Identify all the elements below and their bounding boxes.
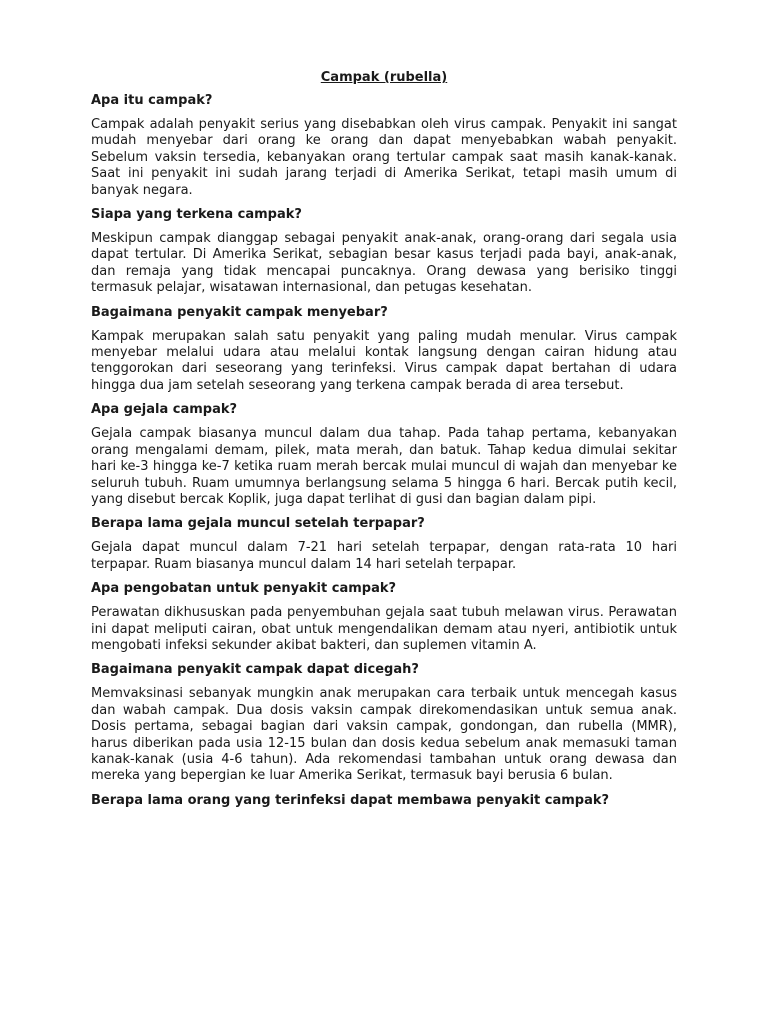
section-paragraph-prevention: Memvaksinasi sebanyak mungkin anak merupakan cara terbaik untuk mencegah kasus dan wabah campak. Dua dosis vaksin campak direkomendasikan untuk semua anak. Dosis pertama, sebagai bagian dari vaksin campak, gondongan, dan rubella (MMR), harus diberikan pada usia 12-15 bulan dan dosis kedua sebelum anak memasuki taman kanak-kanak (usia 4-6 tahun). Ada rekomendasi tambahan untuk orang dewasa dan mereka yang bepergian ke luar Amerika Serikat, termasuk bayi berusia 6 bulan.	[91, 686, 677, 784]
section-heading-treatment: Apa pengobatan untuk penyakit campak?	[91, 581, 397, 597]
section-paragraph-treatment: Perawatan dikhususkan pada penyembuhan gejala saat tubuh melawan virus. Perawatan ini dapat meliputi cairan, obat untuk mengendalikan demam atau nyeri, antibiotik untuk mengobati infeksi sekunder akibat bakteri, dan suplemen vitamin A.	[91, 605, 677, 653]
section-paragraph-how-spread: Kampak merupakan salah satu penyakit yang paling mudah menular. Virus campak menyebar melalui udara atau melalui kontak langsung dengan cairan hidung atau tenggorokan dari seseorang yang terinfeksi. Virus campak dapat bertahan di udara hingga dua jam setelah seseorang yang terkena campak berada di area tersebut.	[91, 328, 677, 393]
section-paragraph-who-affected: Meskipun campak dianggap sebagai penyakit anak-anak, orang-orang dari segala usia dapat tertular. Di Amerika Serikat, sebagian besar kasus terjadi pada bayi, anak-anak, dan remaja yang tidak mencapai puncaknya. Orang dewasa yang berisiko tinggi termasuk pelajar, wisatawan internasional, dan petugas kesehatan.	[91, 231, 677, 296]
section-paragraph-what-is: Campak adalah penyakit serius yang disebabkan oleh virus campak. Penyakit ini sangat mudah menyebar dari orang ke orang dan dapat menyebabkan wabah penyakit. Sebelum vaksin tersedia, kebanyakan orang tertular campak saat masih kanak-kanak. Saat ini penyakit ini sudah jarang terjadi di Amerika Serikat, tetapi masih umum di banyak negara.	[91, 117, 677, 198]
document-title: Campak (rubella)	[320, 70, 448, 85]
section-heading-symptoms: Apa gejala campak?	[91, 402, 238, 418]
section-paragraph-onset: Gejala dapat muncul dalam 7-21 hari setelah terpapar, dengan rata-rata 10 hari terpapar. Ruam biasanya muncul dalam 14 hari setelah terpapar.	[91, 540, 677, 572]
section-heading-prevention: Bagaimana penyakit campak dapat dicegah?	[91, 662, 419, 678]
section-heading-what-is: Apa itu campak?	[91, 93, 213, 108]
section-heading-onset: Berapa lama gejala muncul setelah terpapar?	[91, 516, 425, 532]
section-heading-how-spread: Bagaimana penyakit campak menyebar?	[91, 304, 388, 320]
section-paragraph-symptoms: Gejala campak biasanya muncul dalam dua tahap. Pada tahap pertama, kebanyakan orang mengalami demam, pilek, mata merah, dan batuk. Tahap kedua dimulai sekitar hari ke-3 hingga ke-7 ketika ruam merah bercak mulai muncul di wajah dan menyebar ke seluruh tubuh. Ruam umumnya berlangsung selama 5 hingga 6 hari. Bercak putih kecil, yang disebut bercak Koplik, juga dapat terlihat di gusi dan bagian dalam pipi.	[91, 426, 677, 507]
document-page	[91, 70, 677, 817]
section-heading-who-affected: Siapa yang terkena campak?	[91, 207, 302, 223]
section-heading-contagious-period: Berapa lama orang yang terinfeksi dapat membawa penyakit campak?	[91, 792, 610, 808]
